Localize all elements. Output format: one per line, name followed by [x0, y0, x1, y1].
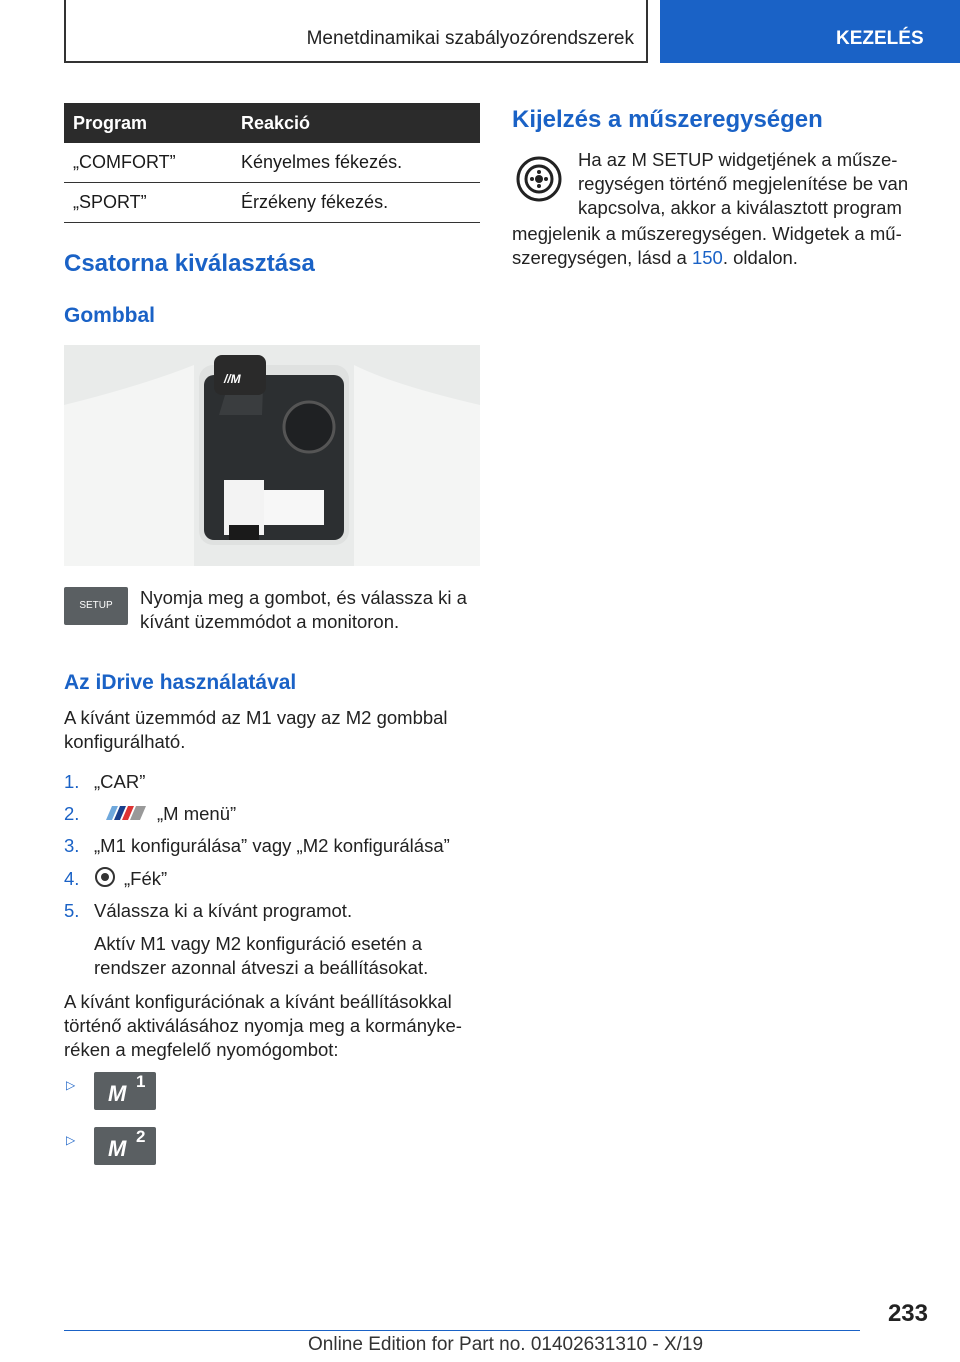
step-number: 4. — [64, 868, 80, 889]
section-title: Csatorna kiválasztása — [64, 250, 315, 277]
header-tab-label: KEZELÉS — [836, 28, 924, 49]
bullet-triangle-icon: ▷ — [66, 1133, 76, 1147]
display-text-c: . oldalon. — [722, 247, 798, 268]
step-text: „Fék” — [124, 868, 168, 889]
gear-selector-photo — [64, 345, 480, 566]
table-cell: „SPORT” — [64, 183, 232, 223]
display-text-b — [512, 222, 926, 270]
svg-text://M: //M — [224, 372, 241, 386]
column-header: Program — [64, 103, 232, 143]
table-cell: Érzékeny fékezés. — [232, 183, 480, 223]
setup-button-icon — [64, 587, 128, 625]
subsection-title-idrive: Az iDrive használatával — [64, 671, 297, 694]
step-text: Válassza ki a kívánt programot. — [94, 900, 353, 921]
bullet-triangle-icon: ▷ — [66, 1078, 76, 1092]
m2-key-icon — [94, 1127, 156, 1165]
display-text-b-lead: megjelenik a műszeregységen. Widgetek a műszeregységen, lásd a — [512, 223, 902, 268]
header-title: Menetdinamikai szabályozórendszerek — [306, 28, 634, 49]
step-note: Aktív M1 vagy M2 konfiguráció esetén a rendszer azonnal átveszi a beállításokat. — [94, 933, 429, 978]
footer-divider — [64, 1330, 860, 1331]
m-menu-stripes-icon — [100, 804, 148, 822]
idrive-outro: A kívánt konfigurációnak a kívánt beállításokkal történő aktiválásához nyomja meg a kormánykeréken a megfelelő nyomógombot: — [64, 991, 462, 1060]
setup-instruction: Nyomja meg a gombot, és válassza ki a kívánt üzemmódot a monitoron. — [140, 587, 467, 632]
table-cell: Kényelmes fékezés. — [232, 143, 480, 183]
setup-button-label: SETUP — [79, 600, 113, 611]
step-number: 5. — [64, 900, 80, 921]
table-header-row — [64, 103, 480, 143]
step-number: 1. — [64, 771, 80, 792]
section-title-display: Kijelzés a műszeregységen — [512, 106, 823, 133]
step-text: „CAR” — [94, 771, 146, 792]
m1-key-icon — [94, 1072, 156, 1110]
page-link[interactable]: 150 — [691, 247, 723, 268]
header-section-tab — [660, 0, 960, 63]
subsection-title: Gombbal — [64, 304, 156, 327]
brake-disc-icon — [513, 153, 565, 205]
table-cell: „COMFORT” — [64, 143, 232, 183]
page-header — [64, 0, 648, 63]
step-number: 3. — [64, 835, 80, 856]
step-text: „M menü” — [157, 803, 237, 824]
display-text-a: Ha az M SETUP widgetjének a műszeregységen történő megjelenítése be van kapcsolva, akkor a kiválasztott program — [578, 149, 909, 218]
program-table — [64, 103, 480, 223]
brake-icon — [94, 866, 116, 888]
page-number: 233 — [887, 1300, 928, 1327]
m1-key-label: M — [108, 1081, 127, 1106]
step-number: 2. — [64, 803, 80, 824]
table-row — [64, 143, 480, 183]
idrive-intro: A kívánt üzemmód az M1 vagy az M2 gombbal konfigurálható. — [64, 707, 448, 752]
m2-key-label: M — [108, 1136, 127, 1161]
m2-key-sup: 2 — [136, 1127, 146, 1146]
step-text: „M1 konfigurálása” vagy „M2 konfigurálása” — [94, 835, 450, 856]
m1-key-sup: 1 — [136, 1072, 146, 1091]
column-header: Reakció — [232, 103, 480, 143]
footer-edition: Online Edition for Part no. 01402631310 - X/19 — [308, 1334, 704, 1355]
table-row — [64, 183, 480, 223]
